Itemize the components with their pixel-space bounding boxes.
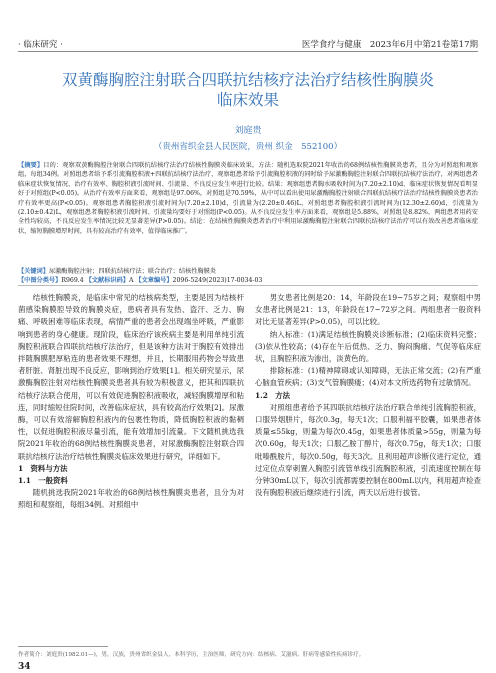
inclusion-criteria: 纳入标准：(1)满足结核性胸膜炎诊断标准；(2)临床资料完整；(3)依从性较高；(4)存在午后低热、乏力、胸闷胸痛、气促等临床症状，且胸腔积液为渗出，淡黄色的。 <box>255 329 481 364</box>
title-line-2: 临床效果 <box>216 91 279 109</box>
running-header <box>18 34 478 50</box>
heading-method: 1.2 方法 <box>255 390 291 400</box>
doc-value: A <box>128 277 134 285</box>
article-meta <box>18 267 478 286</box>
id-label: 【文章编号】 <box>135 277 173 285</box>
header-journal: 医学食疗与健康 2023年6月中第21卷第17期 <box>301 40 478 50</box>
intro-paragraph: 结核性胸膜炎，是临床中常见的结核病类型，主要是因为结核杆菌感染胸膜腔导致的胸膜炎症，患病者具有发热、盗汗、乏力、胸痛、呼吸困难等临床表现，病情严重的患者会出现端坐呼吸，严重影响到患者的身心健康。现阶段，临床治疗该疾病主要是利用单纯引流胸腔积液联合四联抗结核疗法治疗，但是该种方法对于胸腔有效排出拌随胸膜肥厚粘连的患者效果不理想，并且，长期服用药物会导致患者肝脏、肾脏出现不良反应，影响到治疗效果[1]。相关研究显示，尿激酶胸腔注射对结核性胸膜炎患者具有较为积极意义，把其和四联抗结核疗法联合使用，可以有效促进胸腔积液吸收，减轻胸膜增厚和粘连，同时缩短住院时间，改善临床症状，具有较高治疗效果[2]。尿激酶，可以有效溶解胸腔积液内的包裹性物质，降低胸腔积液的黏稠性，以促进胸腔积液尽量引流，能有效增加引流量。下文随机挑选我院2021年收治的68例结核性胸膜炎患者，对尿激酶胸腔注射联合四联抗结核疗法治疗结核性胸膜炎临床效果进行研究，详细如下。 <box>18 293 244 461</box>
header-section: · 临床研究 · <box>18 40 63 50</box>
clc-value: R969.4 <box>61 277 84 285</box>
header-rule <box>18 51 478 52</box>
abstract-text: 目的：观察双黄酶胸腔注射联合四联抗结核疗法治疗结核性胸膜炎临床效果。方法：随机选取院2021年收治的68例结核性胸膜炎患者，且分为对照组和观察组，每组34例。对照组患者给予系引流胸腔积液+四联抗结核疗法治疗，观察组患者给予引流胸腔积液的同时给予尿激酶胸腔注射联合四联抗结核疗法治疗，对两组患者临床症状恢复情况、治疗有效率、胸腔积液引流时间、引流量、不良反应发生率进行比较。结果：观察组患者胸水吸收时间为(7.20±2.10)d、临床症状恢复情况看明显好于对照组(P<0.05)。从治疗有效率方面来看，观察组是97.06%，对照组是70.59%，从中可以看出使用尿激酶胸腔注射联合四联抗结核疗法治疗结核性胸膜炎患者治疗有效率更高(P<0.05)。观察组患者胸腔积液引流时间为(7.20±2.10)d，引流量为(2.20±0.46)L，对照组患者胸腔积液引流时间为(12.30±2.60)d，引流量为(2.10±0.42)L，观察组患者胸腔积液引流时间、引流量均要好于对照组(P<0.05)。从不良反应发生率方面来看，观察组是5.88%，对照组是8.82%，两组患者用药安全性均较高，不良反应发生率情况比较无显著差异(P>0.05)。结论：在结核性胸膜炎患者治疗中利用尿激酶胸腔注射联合四联抗结核疗法治疗可以有效改善患者临床症状，缩短胸膜增厚时间，具有较高治疗有效率，值得临床推广。 <box>18 162 478 235</box>
heading-general: 1.1 一般资料 <box>18 476 68 486</box>
abstract <box>18 161 478 236</box>
heading-materials: 1 资料与方法 <box>18 463 68 473</box>
left-column <box>18 292 244 512</box>
id-value: 2096-5249(2023)17-0034-03 <box>172 277 263 285</box>
section-rule <box>18 285 478 286</box>
clc-label: 【中图分类号】 <box>18 277 62 285</box>
keywords-label: 【关键词】 <box>18 268 49 275</box>
footnote: 作者简介：刘庭贵(1982.01—)，男，汉族，贵州省织金县人，本科学历，主治医师，研究方向：结核病、艾滋病、肝病等感染性疾病诊疗。 <box>18 652 365 658</box>
general-paragraph-cont: 男女患者比例是20：14，年龄段在19~75岁之间；观察组中男女患者比例是21：13，年龄段在17~72岁之间。两组患者一般资料对比无显著差异(P>0.05)，可以比较。 <box>255 293 481 327</box>
keywords <box>18 267 478 276</box>
general-paragraph: 随机挑选我院2021年收治的68例结核性胸膜炎患者，且分为对照组和观察组，每组34例。对照组中 <box>18 488 244 510</box>
keywords-text: 尿激酶胸腔注射；四联抗结核疗法；联合治疗；结核性胸膜炎 <box>48 268 216 275</box>
method-paragraph: 对照组患者给予其四联抗结核疗法治疗联合单纯引流胸腔积液，口服异烟肼片，每次0.3g，每天1次；口服利福平胶囊，如果患者体质量≤55kg，则量为每次0.45g，如果患者体质量>55g，则量为每次0.60g，每天1次；口服乙胺丁醇片，每次0.75g，每天1次；口服吡嗪酰胺片，每次0.50g，每天3次。且利用超声诊断仪进行定位，通过定位点穿刺置入胸腔引流管单线引流胸腔积液，引流速度控制在每分钟30mL以下，每次引流都需要控制在800mL以内，利用超声检查没有胸腔积液后继续进行引流，两天以后进行拔管。 <box>255 402 481 498</box>
exclusion-criteria: 排除标准：(1)精神障碍或认知障碍，无法正常交流；(2)有严重心脑血管疾病；(3)支气管胸膜瘘；(4)对本文所选药物有过敏情况。 <box>255 366 481 388</box>
footnote-rule <box>18 646 108 647</box>
right-column <box>255 292 481 499</box>
abstract-label: 【摘要】 <box>18 162 44 169</box>
affiliation: （贵州省织金县人民医院，贵州 织金 552100） <box>153 142 343 152</box>
author: 刘庭贵 <box>234 126 262 136</box>
title-line-1: 双黄酶胸腔注射联合四联抗结核疗法治疗结核性胸膜炎 <box>61 71 434 89</box>
article-title <box>0 70 496 110</box>
doc-label: 【文献标识码】 <box>85 277 129 285</box>
page-number: 34 <box>18 662 31 672</box>
